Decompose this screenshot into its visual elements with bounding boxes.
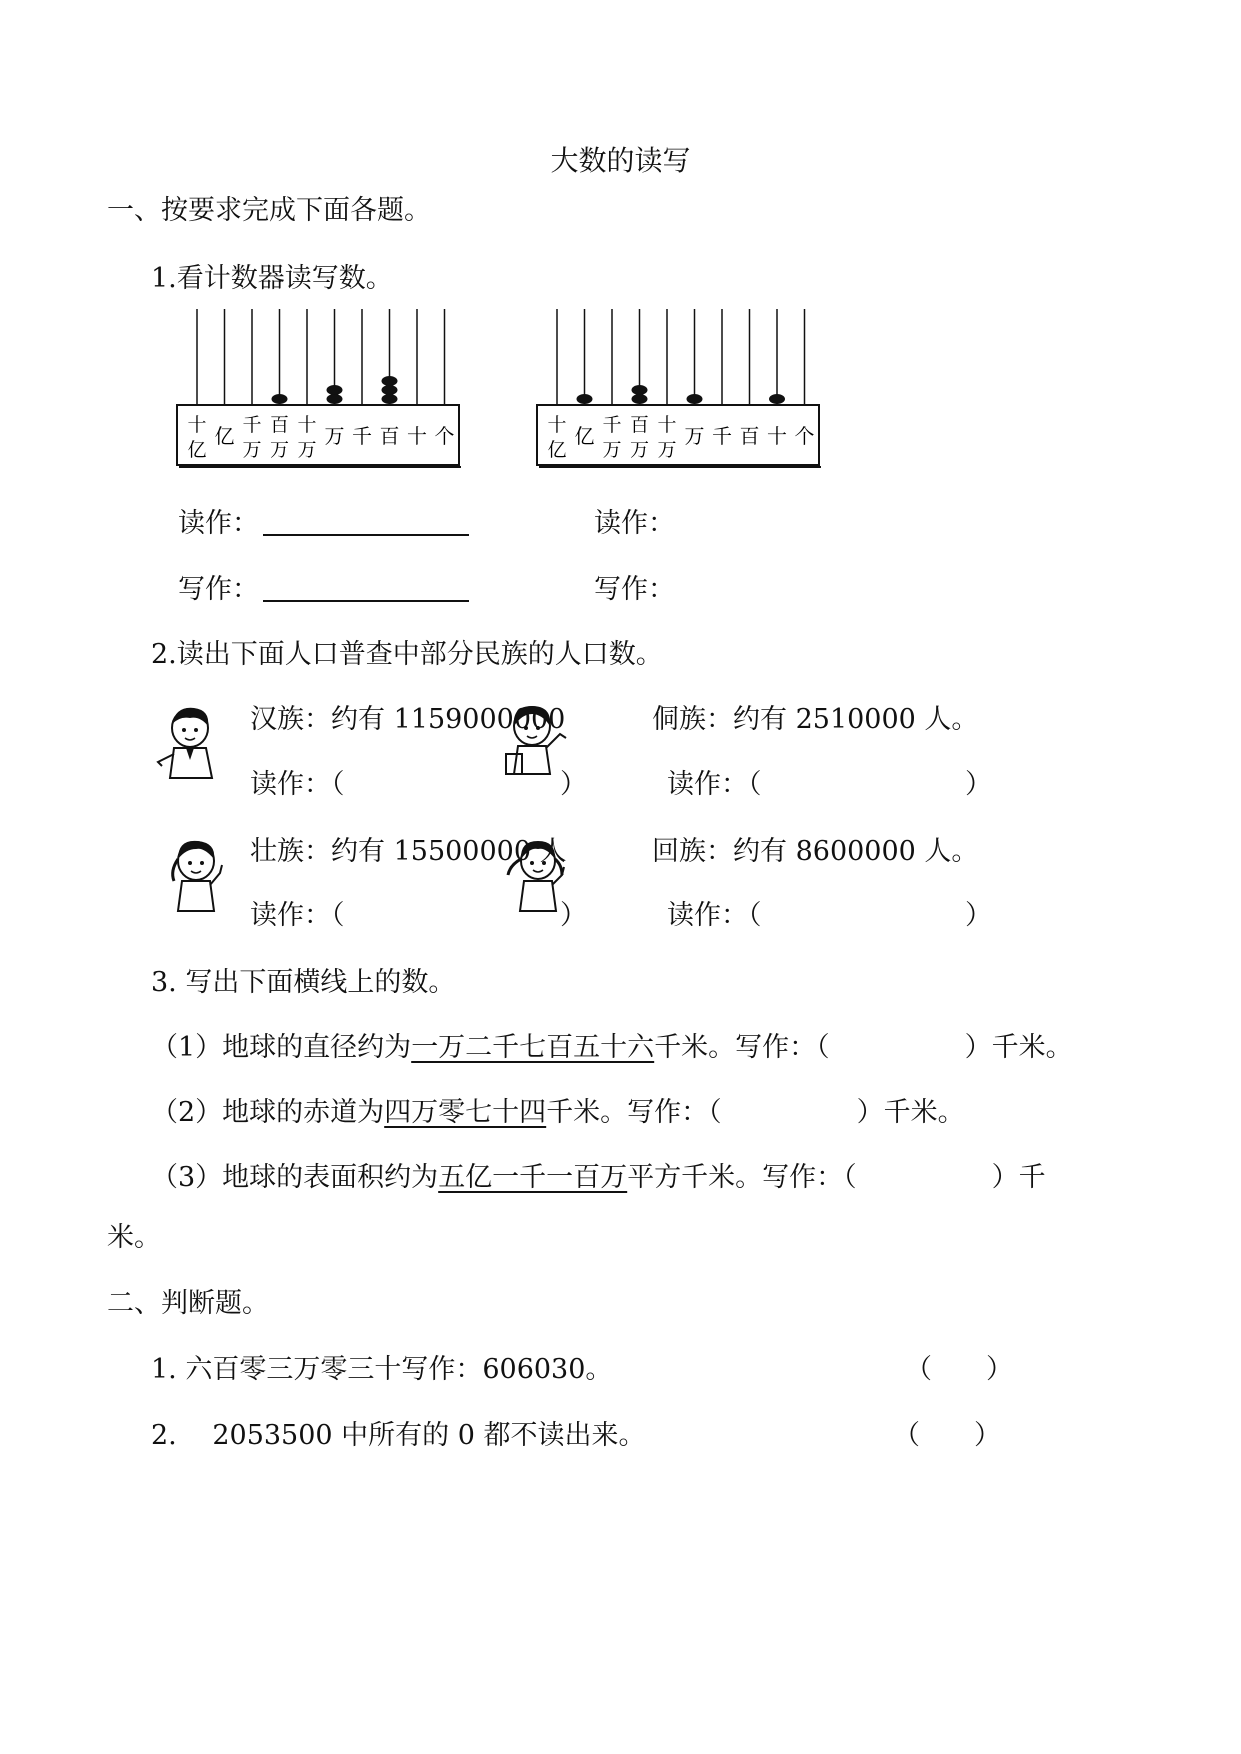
abacus-2 — [536, 307, 822, 469]
abacus-1-bead — [272, 394, 288, 404]
abacus-2-place-label: 亿 — [547, 439, 567, 461]
abacus-1-drawing — [176, 307, 462, 469]
abacus-1-place-label: 十 — [297, 414, 317, 436]
abacus-1-place-label: 百 — [269, 414, 290, 436]
section-1-heading: 一、按要求完成下面各题。 — [107, 195, 431, 226]
dong-read-close: ） — [965, 769, 992, 800]
abacus-2-place-label: 十 — [767, 424, 787, 448]
judge-item-2-bracket[interactable]: （ ） — [893, 1420, 1001, 1451]
abacus-1-place-label: 个 — [434, 424, 455, 448]
question-1-label: 1.看计数器读写数。 — [151, 263, 393, 294]
dong-population: 侗族：约有 2510000 人。 — [652, 704, 979, 735]
abacus-2-place-label: 百 — [739, 424, 760, 448]
abacus-2-place-label: 十 — [547, 414, 567, 436]
abacus-2-place-label: 千 — [602, 414, 622, 436]
abacus-2-place-label: 百 — [629, 414, 650, 436]
judge-item-2: 2. 2053500 中所有的 0 都不读出来。 — [151, 1420, 646, 1451]
abacus-2-bead — [632, 385, 648, 395]
write-answer-line-1[interactable] — [263, 574, 469, 602]
abacus-2-drawing — [536, 307, 822, 469]
abacus-1-place-label: 千 — [242, 414, 262, 436]
page-title: 大数的读写 — [550, 144, 691, 177]
abacus-2-bead — [632, 394, 648, 404]
abacus-2-place-label: 万 — [602, 439, 622, 461]
abacus-1-bead — [327, 385, 343, 395]
abacus-2-place-label: 个 — [794, 424, 815, 448]
dong-read-open: 读作：（ — [667, 769, 762, 800]
abacus-1-place-label: 千 — [352, 424, 372, 448]
abacus-2-place-label: 万 — [657, 439, 677, 461]
abacus-2-place-label: 十 — [657, 414, 677, 436]
section-2-heading: 二、判断题。 — [107, 1288, 269, 1319]
abacus-1-place-label: 十 — [187, 414, 207, 436]
abacus-1-place-label: 万 — [324, 424, 345, 448]
q3-item-1: （1）地球的直径约为一万二千七百五十六千米。写作：（ ）千米。 — [151, 1032, 1073, 1063]
abacus-2-bead — [577, 394, 593, 404]
abacus-1-place-label: 万 — [242, 439, 262, 461]
abacus-1 — [176, 307, 462, 469]
read-label-1: 读作： — [178, 507, 469, 541]
hui-read-close: ） — [965, 900, 992, 931]
q3-item-3-wrap: 米。 — [107, 1222, 161, 1253]
zhuang-read-open: 读作：（ — [250, 900, 345, 931]
abacus-2-place-label: 亿 — [574, 424, 595, 448]
q3-item-3: （3）地球的表面积约为五亿一千一百万平方千米。写作：（ ）千 — [151, 1162, 1046, 1193]
abacus-2-place-label: 万 — [629, 439, 650, 461]
abacus-2-place-label: 千 — [712, 424, 732, 448]
girl-pointing-illustration — [160, 835, 240, 919]
abacus-1-place-label: 十 — [407, 424, 427, 448]
zhuang-population: 壮族：约有 15500000 人 — [250, 836, 567, 867]
han-read-close: ） — [560, 769, 587, 800]
abacus-1-bead — [382, 385, 398, 395]
abacus-1-place-label: 亿 — [214, 424, 235, 448]
zhuang-read-close: ） — [560, 900, 587, 931]
write-label-1: 写作： — [178, 573, 469, 607]
hui-population: 回族：约有 8600000 人。 — [652, 836, 979, 867]
judge-item-1: 1. 六百零三万零三十写作：606030。 — [151, 1354, 613, 1385]
abacus-2-bead — [769, 394, 785, 404]
hui-read-open: 读作：（ — [667, 900, 762, 931]
question-2-label: 2.读出下面人口普查中部分民族的人口数。 — [151, 639, 663, 670]
abacus-1-bead — [382, 376, 398, 386]
abacus-1-place-label: 万 — [297, 439, 317, 461]
abacus-1-place-label: 亿 — [187, 439, 207, 461]
abacus-1-place-label: 万 — [269, 439, 290, 461]
q3-item-2: （2）地球的赤道为四万零七十四千米。写作：（ ）千米。 — [151, 1097, 965, 1128]
abacus-2-bead — [687, 394, 703, 404]
judge-item-1-bracket[interactable]: （ ） — [905, 1354, 1013, 1385]
abacus-1-place-label: 百 — [379, 424, 400, 448]
abacus-1-bead — [382, 394, 398, 404]
han-population: 汉族：约有 1159000000 — [250, 704, 566, 735]
read-label-2: 读作： — [594, 508, 675, 539]
read-answer-line-1[interactable] — [263, 508, 469, 536]
han-read-open: 读作：（ — [250, 769, 345, 800]
abacus-2-place-label: 万 — [684, 424, 705, 448]
question-3-label: 3. 写出下面横线上的数。 — [151, 967, 456, 998]
abacus-1-bead — [327, 394, 343, 404]
boy-illustration — [152, 702, 232, 786]
write-label-2: 写作： — [594, 574, 675, 605]
